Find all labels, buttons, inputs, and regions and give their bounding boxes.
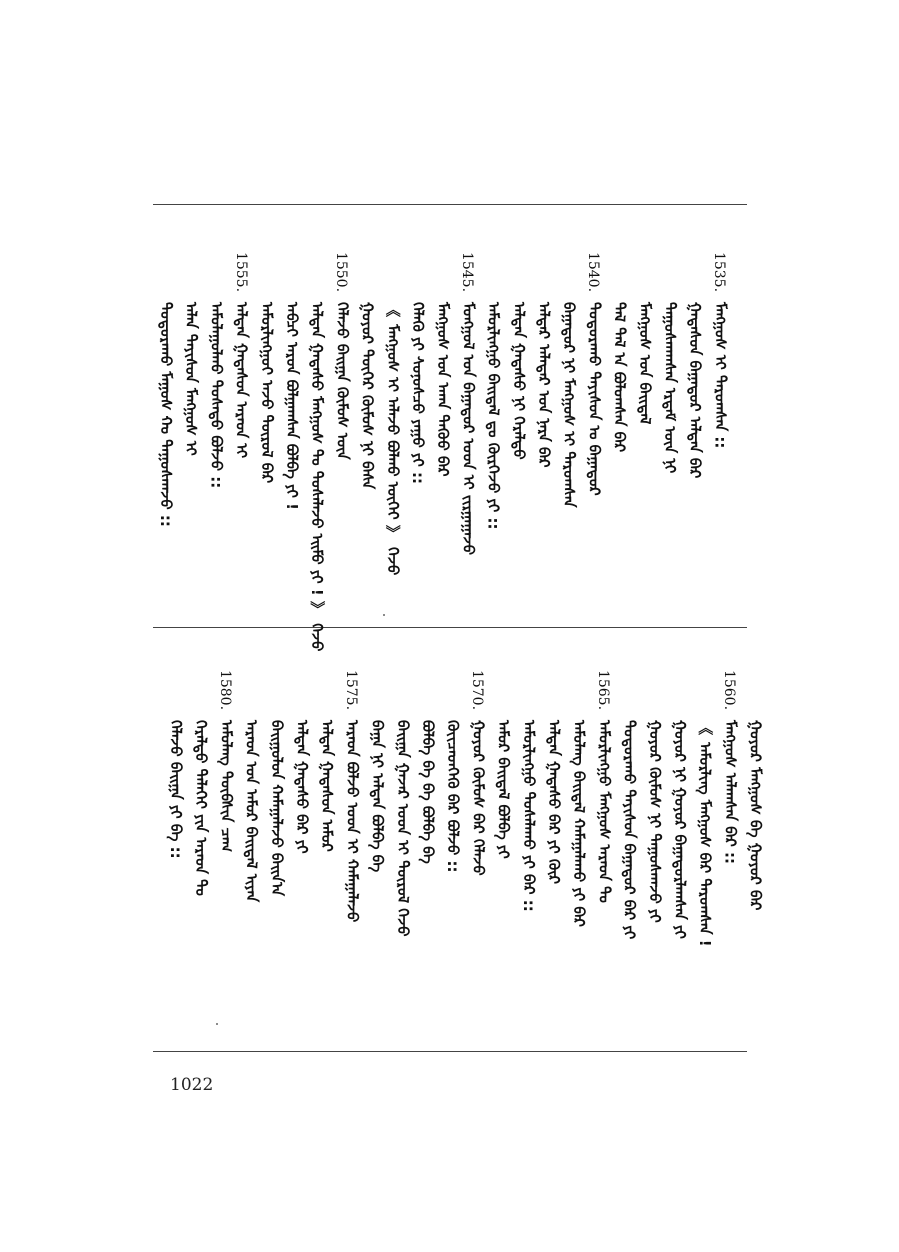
line-number [239, 666, 263, 714]
line-number [314, 666, 338, 714]
verse-line [617, 666, 641, 1046]
line-number [591, 666, 615, 714]
line-number [254, 248, 278, 296]
verse-text: ᠠᠮᠤᠯᠠᠩ ᠪᠠᠢᠳᠠᠯ ᠬᠠᠮᠠᠭᠠᠯᠠᠬᠤ ᠶᠢ ᠪᠡᠷ [570, 720, 589, 927]
line-number [455, 248, 479, 296]
line-number [264, 666, 288, 714]
verse-line [491, 666, 515, 1046]
top-rule [153, 204, 747, 205]
verse-text: ᠬᠡᠯᠡᠵᠦ ᠪᠠᠢᠭᠠ ᠶᠢ ᠪᠡ :: [167, 720, 185, 859]
verse-text: ᠠᠮᠤᠷᠯᠢᠩᠭᠤ ᠮᠠᠩᠭᠤᠰ ᠠᠷᠠᠳ ᠲᠤ [595, 720, 614, 903]
line-number [440, 666, 464, 714]
line-number [465, 666, 489, 714]
verse-text: ᠪᠣᠯᠪᠠ ᠪᠡ ᠪᠠ ᠪᠣᠯᠪᠠ ᠪᠡ [419, 720, 437, 864]
line-number [607, 248, 631, 296]
line-number [390, 666, 414, 714]
verse-line [657, 248, 681, 618]
line-number [506, 248, 530, 296]
verse-line [743, 666, 767, 1046]
line-number [289, 666, 313, 714]
line-number-text: 1555. [232, 251, 249, 293]
verse-text: ᠠᠪᠴᠢ ᠠᠷᠤᠨ ᠪᠣᠯᠭᠠᠭᠰᠠᠨ ᠪᠣᠯᠪᠠ ᠶᠢ ! [283, 302, 301, 510]
verse-text: ᠳᠠᠭᠤᠰᠬᠠᠭᠰᠠᠨ ᠡᠷᠳᠡᠮ ᠦᠨ ᠨᠢ [661, 302, 679, 474]
verse-text: ᠬᠡᠯᠡᠵᠦ ᠪᠠᠢᠭᠠ ᠬᠦᠮᠦᠰ ᠦᠨ [333, 302, 352, 460]
verse-text: ᠠᠯᠠᠨ ᠳᠠᠶᠢᠰᠤᠨ ᠮᠠᠩᠭᠤᠰ ᠢ [182, 302, 201, 456]
verse-text: ᠭᠤᠶᠤᠷ ᠳᠦᠭᠡᠷ ᠬᠦᠮᠦᠰ ᠨᠢ ᠪᠠᠰᠠ [358, 302, 377, 490]
verse-text: ᠠᠮᠤᠷ ᠪᠠᠢᠳᠠᠯ ᠪᠣᠯᠪᠠ ᠶᠢ [494, 720, 513, 859]
line-number [178, 248, 202, 296]
line-number [743, 666, 767, 714]
line-number [491, 666, 515, 714]
verse-line [481, 248, 505, 618]
line-number [657, 248, 681, 296]
verse-line [642, 666, 666, 1046]
verse-line [440, 666, 464, 1046]
line-number-text: 1580. [217, 669, 234, 711]
verse-text: ᠭᠦᠢᠴᠡᠳᠬᠡᠬᠦ ᠪᠡᠷ ᠪᠤᠯᠵᠤ :: [444, 720, 463, 873]
verse-line [365, 666, 389, 1046]
verse-text: ᠭᠡᠷᠡᠯᠲᠦ ᠳᠡᠯᠡᠬᠡᠢ ᠶᠢᠨ ᠠᠷᠠᠳ ᠲᠤ [192, 720, 211, 896]
line-number-text: 1550. [333, 251, 350, 293]
line-number [380, 248, 404, 296]
verse-text: 《 ᠮᠠᠩᠭᠤᠰ ᠢ ᠠᠯᠠᠵᠤ ᠪᠣᠯᠬᠤ ᠦᠭᠡᠢ 》 ᠭᠡᠵᠦ [383, 302, 402, 576]
line-number [339, 666, 363, 714]
verse-text: ᠠᠯᠲᠠᠨ ᠭᠠᠳᠠᠰᠤ ᠨᠢ ᠭᠡᠷᠡᠯᠲᠦ [509, 302, 528, 460]
line-number-text: 1575. [343, 669, 360, 711]
line-number [717, 666, 741, 714]
verse-line [304, 248, 328, 652]
verse-text: ᠠᠮᠤᠷᠯᠢᠩᠭᠤ ᠲᠤᠰᠠᠯᠠᠬᠤ ᠶᠢ ᠪᠡᠷ :: [519, 720, 538, 912]
verse-line [581, 248, 605, 618]
verse-line [405, 248, 429, 618]
line-number [566, 666, 590, 714]
verse-line [506, 248, 530, 618]
verse-line [213, 666, 237, 1046]
verse-text: ᠪᠠᠢᠭᠤᠯᠤᠨ ᠬᠠᠮᠠᠭᠠᠯᠠᠵᠤ ᠪᠠᠢᠨ᠎ᠠ [267, 720, 286, 897]
line-number [415, 666, 439, 714]
line-number [481, 248, 505, 296]
line-number [229, 248, 253, 296]
line-number [365, 666, 389, 714]
line-number [405, 248, 429, 296]
verse-line [380, 248, 404, 618]
line-number-text: 1565. [595, 669, 612, 711]
line-number-text: 1560. [721, 669, 738, 711]
verse-line [229, 248, 253, 618]
bottom-rule [153, 1051, 747, 1052]
verse-text: ᠠᠮᠤᠯᠠᠭᠤᠯᠬᠤ ᠲᠤᠰᠠᠲᠤ ᠪᠤᠯᠵᠤ :: [207, 302, 226, 489]
verse-text: ᠮᠠᠩᠭᠤᠰ ᠠᠯᠠᠭᠰᠠᠨ ᠪᠡᠷ :: [721, 720, 740, 864]
verse-line [289, 666, 313, 1046]
verse-line [279, 248, 303, 618]
verse-section-bottom [153, 666, 765, 1046]
verse-text: ᠭᠤᠶᠤᠷ ᠨᠢ ᠭᠤᠶᠤᠷ ᠪᠠᠭᠠᠲᠤᠷᠯᠠᠭᠰᠠᠨ ᠶᠢ [671, 720, 689, 939]
verse-text: ᠪᠠᠭᠠ ᠨᠢ ᠠᠯᠲᠠᠨ ᠪᠣᠯᠪᠠ ᠪᠡ [368, 720, 387, 873]
verse-line [566, 666, 590, 1046]
page-number: 1022 [170, 1075, 214, 1095]
line-number [581, 248, 605, 296]
verse-line [692, 666, 716, 1046]
verse-line [163, 666, 187, 1046]
verse-line [178, 248, 202, 618]
verse-text: ᠭᠤᠶᠤᠷ ᠬᠦᠮᠦᠰ ᠨᠢ ᠳᠠᠭᠤᠰᠬᠠᠵᠤ ᠶᠢ [645, 720, 664, 923]
verse-text: ᠮᠣᠩᠭᠣᠯ ᠤᠨ ᠪᠠᠭᠠᠲᠤᠷ ᠤᠳ ᠢ ᠵᠢᠷᠭᠠᠭᠠᠵᠤ [459, 302, 478, 556]
verse-text: ᠠᠮᠤᠯᠠᠩ ᠲᠦᠪᠰᠢᠨ ᠴᠠᠭ [217, 720, 236, 853]
verse-line [707, 248, 731, 618]
verse-line [531, 248, 555, 618]
verse-line [203, 248, 227, 618]
verse-text: ᠳᠣᠲᠣᠷᠠᠬᠤ ᠮᠠᠭᠤᠰ ᠬᠤ ᠳᠠᠭᠤᠰᠬᠠᠵᠤ :: [157, 302, 175, 527]
line-number [203, 248, 227, 296]
line-number [430, 248, 454, 296]
verse-text: ᠬᠡᠯᠡᠬᠦ ᠶᠢ ᠰᠣᠨᠣᠰᠴᠤ ᠶᠠᠭᠤ ᠶᠢ :: [409, 302, 427, 484]
line-number [692, 666, 716, 714]
line-number [617, 666, 641, 714]
line-number [682, 248, 706, 296]
line-number [531, 248, 555, 296]
verse-text: ᠠᠯᠲᠠᠨ ᠭᠠᠳᠠᠰᠤᠨ ᠠᠷᠠᠳ ᠢ [232, 302, 251, 459]
verse-line [607, 248, 631, 618]
verse-line [516, 666, 540, 1046]
line-number [355, 248, 379, 296]
verse-line [632, 248, 656, 618]
verse-text: ᠭᠤᠶᠤᠷ ᠮᠠᠩᠭᠤᠰ ᠪᠠ ᠭᠤᠶᠤᠷ ᠪᠡᠷ [746, 720, 765, 911]
line-number [667, 666, 691, 714]
verse-line [682, 248, 706, 618]
verse-text: ᠠᠯᠲᠠᠨ ᠭᠠᠳᠠᠰᠤ ᠮᠠᠩᠭᠤᠰ ᠲᠤ ᠲᠤᠰᠠᠯᠠᠵᠤ ᠡᠢᠮᠦ ᠶᠢ ! 》 ᠭᠡᠵᠦ [308, 302, 327, 652]
verse-line [264, 666, 288, 1046]
line-number-text: 1545. [459, 251, 476, 293]
verse-line [591, 666, 615, 1046]
verse-line [415, 666, 439, 1046]
line-number [642, 666, 666, 714]
verse-line [390, 666, 414, 1046]
verse-text: ᠭᠤᠶᠤᠷ ᠬᠦᠮᠦᠰ ᠪᠡᠷ ᠬᠡᠯᠡᠵᠦ [469, 720, 488, 876]
line-number [188, 666, 212, 714]
line-number-text: 1535. [711, 251, 728, 293]
verse-text: 《 ᠠᠮᠤᠷᠯᠢᠩ ᠮᠠᠩᠭᠤᠰ ᠪᠡᠷ ᠳᠠᠷᠤᠭᠰᠠᠨ ! [696, 720, 715, 947]
verse-text: ᠳᠣᠲᠣᠷᠠᠬᠤ ᠳᠠᠶᠢᠰᠤᠨ ᠤ ᠪᠠᠭᠠᠲᠤᠷ [585, 302, 604, 496]
line-number [707, 248, 731, 296]
verse-text: ᠪᠠᠭᠠᠲᠤᠷ ᠨᠢ ᠮᠠᠩᠭᠤᠰ ᠢ ᠳᠠᠷᠤᠭᠰᠠᠨ [560, 302, 579, 508]
line-number [163, 666, 187, 714]
verse-text: ᠭᠠᠳᠠᠰᠤᠨ ᠪᠠᠭᠠᠲᠤᠷ ᠠᠯᠲᠠᠨ ᠪᠠᠷ [686, 302, 705, 479]
verse-line [188, 666, 212, 1046]
verse-text: ᠳᠣᠲᠣᠷᠠᠬᠤ ᠳᠠᠶᠢᠰᠤᠨ ᠪᠠᠭᠠᠲᠤᠷ ᠪᠡᠷ ᠶᠢ [620, 720, 639, 940]
verse-line [254, 248, 278, 618]
line-number [541, 666, 565, 714]
verse-section-top [153, 248, 747, 652]
middle-rule [153, 627, 747, 628]
verse-text: ᠲᠠᠯ ᠲᠠᠯ ᠠ ᠪᠣᠯᠤᠭᠰᠠᠨ ᠪᠡᠷ [610, 302, 629, 453]
verse-line [667, 666, 691, 1046]
verse-text: ᠮᠠᠩᠭᠤᠰ ᠢ ᠳᠠᠷᠤᠭᠰᠠᠨ :: [711, 302, 730, 449]
verse-line [430, 248, 454, 618]
line-number-text: 1540. [585, 251, 602, 293]
line-number [304, 248, 328, 296]
line-number [329, 248, 353, 296]
verse-line [541, 666, 565, 1046]
verse-line [556, 248, 580, 618]
line-number [153, 248, 177, 296]
line-number-text: 1570. [469, 669, 486, 711]
verse-line [717, 666, 741, 1046]
verse-line [355, 248, 379, 618]
verse-line [153, 248, 177, 618]
verse-text: ᠠᠷᠠᠳ ᠤᠨ ᠠᠮᠤᠷ ᠪᠠᠢᠳᠠᠯ ᠢᠶᠠᠨ [242, 720, 261, 903]
verse-line [314, 666, 338, 1046]
verse-line [465, 666, 489, 1046]
verse-text: ᠠᠷᠠᠳ ᠪᠣᠯᠵᠤ ᠤᠳ ᠢ ᠬᠠᠮᠠᠭᠠᠯᠠᠵᠤ [343, 720, 362, 923]
line-number [213, 666, 237, 714]
verse-text: ᠠᠯᠲᠠᠨ ᠭᠠᠳᠠᠰᠤ ᠪᠡᠷ ᠶᠢ ᠬᠦᠷ [545, 720, 563, 885]
line-number [556, 248, 580, 296]
verse-text: ᠠᠯᠲᠠᠨ ᠭᠠᠳᠠᠰᠤᠨ ᠠᠮᠤᠷ [318, 720, 337, 852]
verse-line [339, 666, 363, 1046]
verse-text: ᠪᠠᠢᠭᠠ ᠭᠠᠵᠠᠷ ᠤᠳ ᠢ ᠳᠦᠷᠦᠯ ᠭᠡᠵᠦ [393, 720, 412, 937]
verse-text: ᠮᠠᠩᠭᠤᠰ ᠤᠨ ᠠᠬᠠ ᠳᠡᠭᠦᠦ ᠪᠡᠷ [434, 302, 453, 477]
verse-text: ᠠᠮᠤᠷᠯᠢᠩᠭᠤᠢ ᠠᠵᠤ ᠲᠦᠷᠦᠯ ᠪᠡᠷ [257, 302, 276, 484]
verse-line [329, 248, 353, 618]
line-number [632, 248, 656, 296]
line-number [516, 666, 540, 714]
verse-text: ᠠᠯᠲᠠᠨ ᠭᠠᠳᠠᠰᠤ ᠪᠡᠷ ᠶᠢ [293, 720, 311, 854]
verse-text: ᠠᠮᠤᠷᠯᠢᠩᠭᠤ ᠪᠠᠢᠳᠠᠯ ᠳᠤ ᠬᠦᠷᠬᠡᠵᠦ ᠶᠢ :: [484, 302, 503, 530]
verse-line [455, 248, 479, 618]
verse-text: ᠠᠯᠳᠠᠷ ᠠᠯᠠᠳᠠᠷ ᠤᠨ ᠨᠡᠷᠡ ᠪᠡᠷ [535, 302, 553, 468]
line-number [279, 248, 303, 296]
verse-line [239, 666, 263, 1046]
verse-text: ᠮᠠᠩᠭᠤᠰ ᠤᠨ ᠪᠠᠢᠳᠠᠯ [635, 302, 654, 425]
